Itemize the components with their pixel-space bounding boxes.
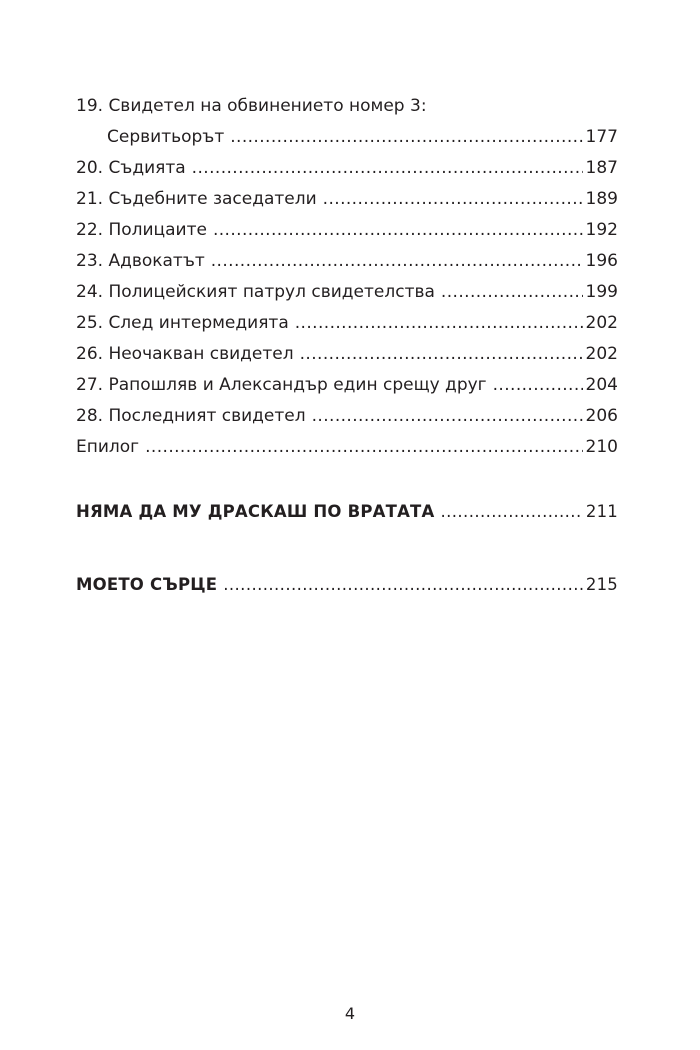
toc-entry-label: 19. Свидетел на обвинението номер 3: [76, 96, 427, 116]
toc-chapter-page: 211 [585, 502, 618, 521]
toc-entry-page: 199 [585, 282, 618, 302]
toc-entry-label: 26. Неочакван свидетел [76, 344, 294, 364]
toc-entry [76, 375, 618, 396]
toc-entry [76, 158, 618, 179]
dot-leader [211, 251, 583, 272]
toc-chapter-label: НЯМА ДА МУ ДРАСКАШ ПО ВРАТАТА [76, 502, 435, 521]
toc-entry-label: 21. Съдебните заседатели [76, 189, 317, 209]
toc-entry-page: 202 [585, 344, 618, 364]
dot-leader [493, 375, 583, 396]
page-number: 4 [344, 1004, 356, 1023]
toc-entry-page: 192 [585, 220, 618, 240]
toc-entry [76, 344, 618, 365]
toc-entry [76, 406, 618, 427]
dot-leader [145, 437, 582, 458]
toc-entry-page: 177 [585, 127, 618, 147]
toc-entry [76, 189, 618, 210]
toc-entry [76, 437, 618, 458]
dot-leader [312, 406, 583, 427]
toc-entry [76, 282, 618, 303]
toc-entry [76, 127, 618, 148]
dot-leader [440, 501, 582, 522]
dot-leader [295, 313, 583, 334]
table-of-contents [76, 96, 618, 605]
toc-chapter [76, 501, 618, 522]
dot-leader [300, 344, 583, 365]
toc-entry-page: 202 [585, 313, 618, 333]
toc-entry-page: 204 [585, 375, 618, 395]
toc-entry-page: 189 [585, 189, 618, 209]
toc-entry-page: 196 [585, 251, 618, 271]
toc-entry [76, 313, 618, 334]
dot-leader [230, 127, 582, 148]
toc-entry [76, 251, 618, 272]
toc-entry-label: Епилог [76, 437, 140, 457]
toc-entry-label: 25. След интермедията [76, 313, 289, 333]
dot-leader [192, 158, 583, 179]
dot-leader [441, 282, 583, 303]
toc-entry-label: 22. Полицаите [76, 220, 207, 240]
toc-chapter [76, 574, 618, 595]
toc-entry-title-only [76, 96, 618, 117]
toc-entry-label: 20. Съдията [76, 158, 186, 178]
toc-entry-page: 210 [585, 437, 618, 457]
toc-entry-label: Сервитьорът [107, 127, 225, 147]
toc-entry-label: 27. Рапошляв и Александър един срещу друг [76, 375, 487, 395]
toc-entry-page: 206 [585, 406, 618, 426]
toc-entry-label: 24. Полицейският патрул свидетелства [76, 282, 435, 302]
dot-leader [223, 574, 583, 595]
toc-chapter-page: 215 [585, 575, 618, 594]
dot-leader [323, 189, 583, 210]
toc-entry-label: 23. Адвокатът [76, 251, 205, 271]
dot-leader [213, 220, 583, 241]
toc-entry-label: 28. Последният свидетел [76, 406, 306, 426]
toc-entry [76, 220, 618, 241]
toc-entry-page: 187 [585, 158, 618, 178]
toc-chapter-label: МОЕТО СЪРЦЕ [76, 575, 218, 594]
